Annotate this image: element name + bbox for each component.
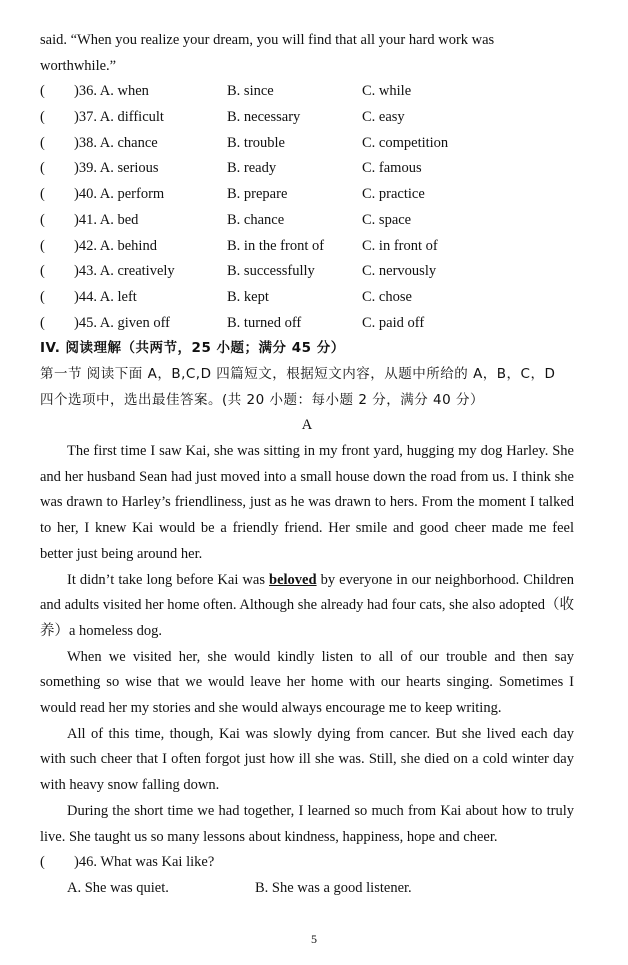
answer-blank: ( <box>40 83 45 100</box>
option-a: A. She was quiet. <box>67 879 169 896</box>
question-46-options <box>40 876 574 902</box>
keyword-beloved: beloved <box>269 571 317 588</box>
answer-blank: ( <box>40 134 45 151</box>
option-a: )39. A. serious <box>74 160 159 177</box>
option-c: C. famous <box>362 160 422 177</box>
choice-row-42 <box>40 234 574 260</box>
choice-row-38 <box>40 131 574 157</box>
paragraph-2 <box>40 568 574 645</box>
option-b: B. trouble <box>227 134 285 151</box>
choice-row-40 <box>40 182 574 208</box>
answer-blank: ( <box>40 314 45 331</box>
paragraph-1: The first time I saw Kai, she was sitting in my front yard, hugging my dog Harley. She and her husband Sean had just moved into a small house down the road from us. I think she was drawn to Harley’s friendliness, just as he was drawn to hers. From the moment I talked to her, I knew Kai would be a friendly friend. Her smile and good cheer made me feel better just being around her. <box>40 443 574 562</box>
option-c: C. chose <box>362 288 412 305</box>
option-c: C. space <box>362 211 412 228</box>
option-b: B. necessary <box>227 109 301 126</box>
choice-row-44 <box>40 285 574 311</box>
option-c: C. paid off <box>362 314 425 331</box>
option-c: C. in front of <box>362 237 438 254</box>
answer-blank: ( <box>40 109 45 126</box>
option-a: )41. A. bed <box>74 211 139 228</box>
answer-blank: ( <box>40 854 45 871</box>
option-a: )40. A. perform <box>74 186 165 203</box>
answer-blank: ( <box>40 211 45 228</box>
instructions-line-1: 第一节 阅读下面 A，B,C,D 四篇短文，根据短文内容，从题中所给的 A，B，C，D <box>40 365 556 382</box>
option-b: B. prepare <box>227 186 288 203</box>
answer-blank: ( <box>40 288 45 305</box>
choice-row-43 <box>40 259 574 285</box>
option-a: )36. A. when <box>74 83 149 100</box>
option-a: )45. A. given off <box>74 314 170 331</box>
option-c: C. practice <box>362 186 425 203</box>
answer-blank: ( <box>40 186 45 203</box>
choice-row-37 <box>40 105 574 131</box>
paragraph-3: When we visited her, she would kindly listen to all of our trouble and then say something so wise that we would leave her home with our hearts singing. Sometimes I would read her my stories and she would always encourage me to keep writing. <box>40 648 574 717</box>
question-46 <box>40 850 574 876</box>
document-page <box>40 28 574 902</box>
paragraph-4: All of this time, though, Kai was slowly dying from cancer. But she lived each day with such cheer that I often forgot just how ill she was. Still, she died on a cold winter day with heavy snow falling down. <box>40 725 574 794</box>
option-b: B. in the front of <box>227 237 325 254</box>
paragraph-2-end: by everyone in our neighborhood. Children and adults visited her home often. Although she already had four cats, she also adopted（收养）a homeless dog. <box>40 571 574 639</box>
option-b: B. She was a good listener. <box>255 879 412 896</box>
option-b: B. chance <box>227 211 285 228</box>
option-c: C. competition <box>362 134 449 151</box>
choice-row-41 <box>40 208 574 234</box>
option-a: )37. A. difficult <box>74 109 164 126</box>
option-c: C. while <box>362 83 412 100</box>
answer-blank: ( <box>40 237 45 254</box>
option-c: C. nervously <box>362 263 437 280</box>
page-number: 5 <box>311 932 317 946</box>
option-b: B. successfully <box>227 263 315 280</box>
section-heading: IV. 阅读理解（共两节，25 小题；满分 45 分） <box>40 340 345 357</box>
paragraph-5: During the short time we had together, I learned so much from Kai about how to truly live. She taught us so many lessons about kindness, happiness, hope and cheer. <box>40 802 574 845</box>
option-b: B. ready <box>227 160 277 177</box>
answer-blank: ( <box>40 160 45 177</box>
choice-row-39 <box>40 156 574 182</box>
question-stem: )46. What was Kai like? <box>74 854 215 871</box>
intro-line-1: said. “When you realize your dream, you will find that all your hard work was <box>40 32 495 48</box>
instructions-line-2: 四个选项中，选出最佳答案。(共 20 小题：每小题 2 分，满分 40 分） <box>40 391 484 408</box>
passage-label: A <box>301 417 313 434</box>
option-a: )38. A. chance <box>74 134 158 151</box>
paragraph-2-start: It didn’t take long before Kai was <box>67 571 270 588</box>
choice-row-36 <box>40 79 574 105</box>
intro-line-2: worthwhile.” <box>40 57 117 74</box>
choice-row-45 <box>40 311 574 337</box>
option-b: B. since <box>227 83 274 100</box>
option-c: C. easy <box>362 109 405 126</box>
option-b: B. kept <box>227 288 269 305</box>
option-a: )44. A. left <box>74 288 137 305</box>
option-b: B. turned off <box>227 314 302 331</box>
option-a: )43. A. creatively <box>74 263 175 280</box>
choice-list <box>40 79 574 336</box>
option-a: )42. A. behind <box>74 237 157 254</box>
answer-blank: ( <box>40 263 45 280</box>
